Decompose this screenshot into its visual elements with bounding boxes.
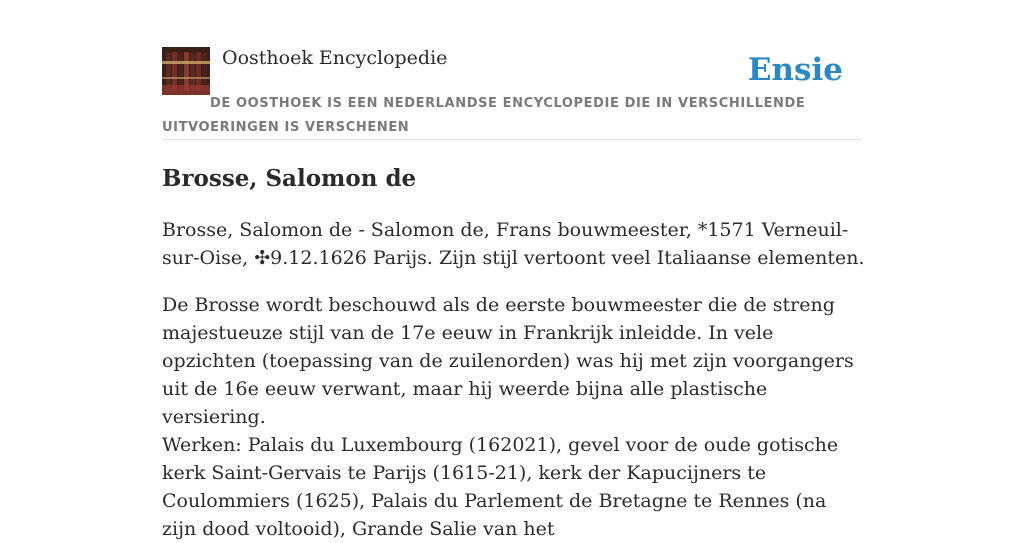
brand-logo[interactable]: Ensie [747, 52, 843, 88]
article-paragraph-works: Werken: Palais du Luxembourg (162021), gevel voor de oude gotische kerk Saint-Gervais te Parijs (1615-21), kerk der Kapucijners te Coulommiers (1625), Palais du Parlement de Bretagne te Rennes (na zijn dood voltooid), Grande Salie van het [162, 434, 839, 540]
site-tagline: DE OOSTHOEK IS EEN NEDERLANDSE ENCYCLOPEDIE DIE IN VERSCHILLENDE UITVOERINGEN IS VERSCHENEN [162, 96, 806, 135]
avatar[interactable] [162, 47, 210, 95]
article-title: Brosse, Salomon de [162, 165, 417, 192]
site-title[interactable]: Oosthoek Encyclopedie [222, 47, 448, 69]
site-header [162, 46, 862, 140]
article-paragraph-intro: Brosse, Salomon de - Salomon de, Frans bouwmeester, *1571 Verneuil-sur-Oise, ✣9.12.1626 Parijs. Zijn stijl vertoont veel Italiaanse elementen. [162, 219, 865, 269]
encyclopedia-books-icon [162, 47, 210, 95]
article-paragraph-style: De Brosse wordt beschouwd als de eerste bouwmeester die de streng majestueuze stijl van de 17e eeuw in Frankrijk inleidde. In vele opzichten (toepassing van de zuilenorden) was hij met zijn voorgangers uit de 16e eeuw verwant, maar hij weerde bijna alle plastische versiering. [162, 294, 854, 428]
